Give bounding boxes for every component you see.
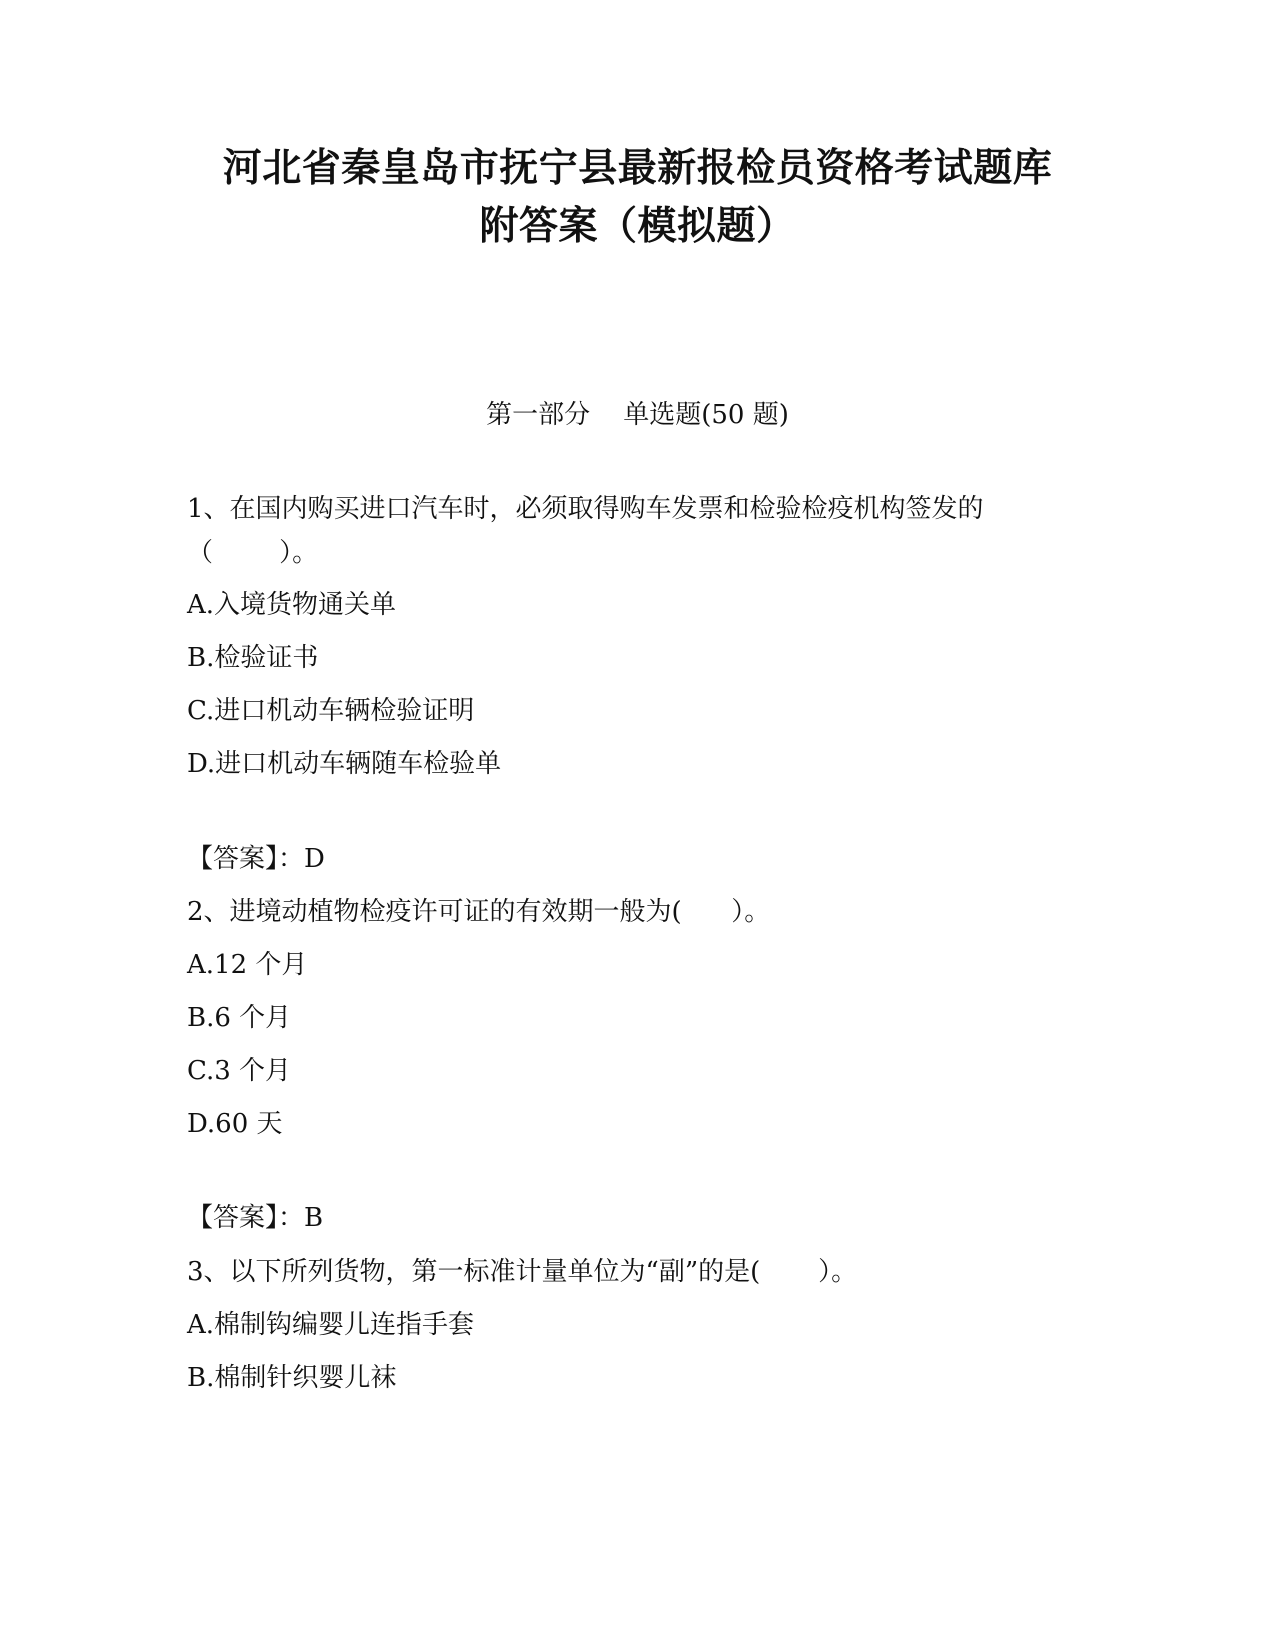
question-2-stem: 2、进境动植物检疫许可证的有效期一般为( ）。 bbox=[187, 897, 771, 927]
question-2-option-a: A.12 个月 bbox=[187, 950, 308, 980]
document-title-line-1: 河北省秦皇岛市抚宁县最新报检员资格考试题库 bbox=[222, 146, 1053, 191]
question-1-answer: 【答案】：D bbox=[187, 844, 325, 874]
question-2-option-b: B.6 个月 bbox=[187, 1003, 292, 1033]
question-3-stem: 3、以下所列货物，第一标准计量单位为“副”的是( ）。 bbox=[187, 1257, 858, 1287]
question-1-stem: 1、在国内购买进口汽车时，必须取得购车发票和检验检疫机构签发的 bbox=[187, 494, 984, 524]
question-2-option-d: D.60 天 bbox=[187, 1109, 283, 1139]
section-title: 第一部分 单选题(50 题) bbox=[486, 400, 789, 430]
question-2-option-c: C.3 个月 bbox=[187, 1056, 292, 1086]
question-1-option-c: C.进口机动车辆检验证明 bbox=[187, 696, 475, 726]
question-3-option-a: A.棉制钩编婴儿连指手套 bbox=[187, 1310, 475, 1340]
question-3-option-b: B.棉制针织婴儿袜 bbox=[187, 1363, 397, 1393]
question-1-stem-continued: （ ）。 bbox=[187, 538, 319, 568]
question-1-option-a: A.入境货物通关单 bbox=[187, 590, 397, 620]
document-title-line-2: 附答案（模拟题） bbox=[479, 204, 796, 249]
question-1-option-d: D.进口机动车辆随车检验单 bbox=[187, 749, 502, 779]
question-2-answer: 【答案】：B bbox=[187, 1203, 324, 1233]
question-1-option-b: B.检验证书 bbox=[187, 643, 319, 673]
